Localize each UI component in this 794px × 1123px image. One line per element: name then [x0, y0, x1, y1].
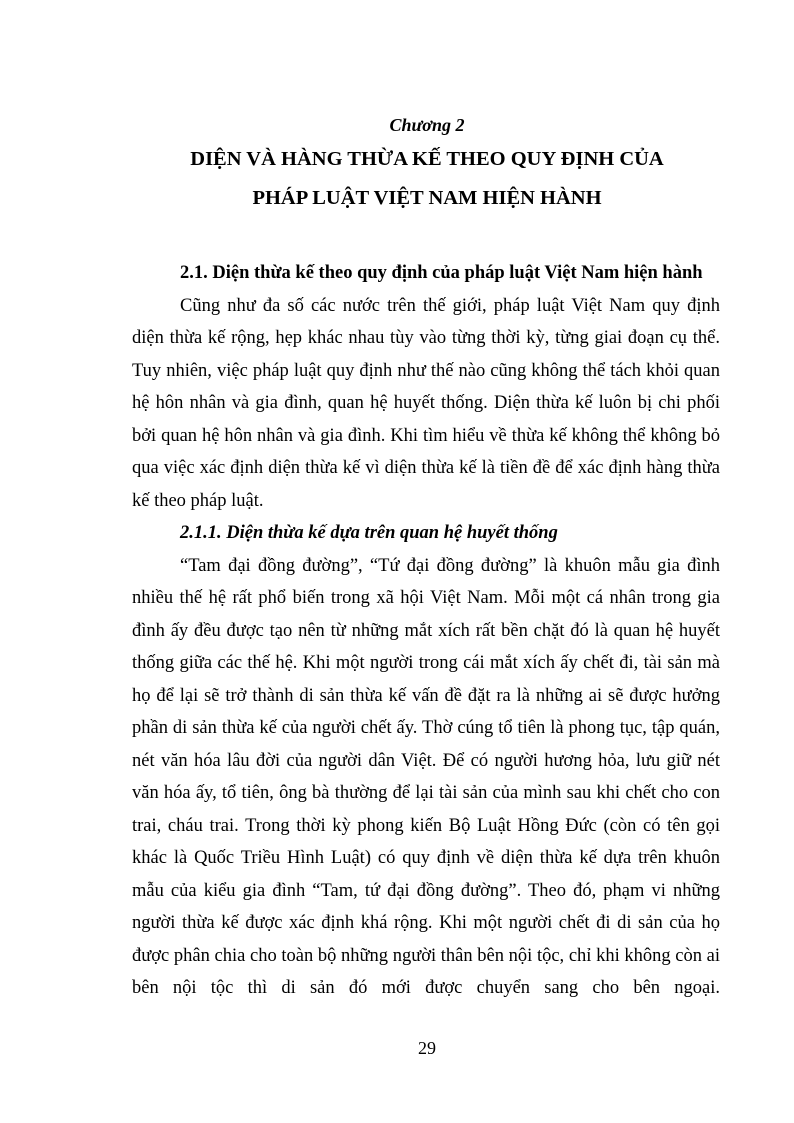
chapter-title-line-1: DIỆN VÀ HÀNG THỪA KẾ THEO QUY ĐỊNH CỦA — [190, 148, 664, 170]
section-heading-2-1: 2.1. Diện thừa kế theo quy định của pháp luật Việt Nam hiện hành — [180, 263, 703, 283]
section-2-1-1-paragraph: “Tam đại đồng đường”, “Tứ đại đồng đường” là khuôn mẫu gia đình nhiều thế hệ rất phổ biến trong xã hội Việt Nam. Mỗi một cá nhân trong gia đình ấy đều được tạo nên từ những mắt xích rất bền chặt đó là quan hệ huyết thống giữa các thế hệ. Khi một người trong cái mắt xích ấy chết đi, tài sản mà họ để lại sẽ trở thành di sản thừa kế vấn đề đặt ra là những ai sẽ được hưởng phần di sản thừa kế của người chết ấy. Thờ cúng tổ tiên là phong tục, tập quán, nét văn hóa lâu đời của người dân Việt. Để có người hương hỏa, lưu giữ nét văn hóa ấy, tổ tiên, ông bà thường để lại tài sản của mình sau khi chết cho con trai, cháu trai. Trong thời kỳ phong kiến Bộ Luật Hồng Đức (còn có tên gọi khác là Quốc Triều Hình Luật) có quy định về diện thừa kế dựa trên khuôn mẫu của kiểu gia đình “Tam, tứ đại đồng đường”. Theo đó, phạm vi những người thừa kế được xác định khá rộng. Khi một người chết đi di sản của họ được phân chia cho toàn bộ những người thân bên nội tộc, chỉ khi không còn ai bên nội tộc thì di sản đó mới được chuyển sang cho bên ngoại. — [132, 555, 720, 998]
section-2-1-paragraph: Cũng như đa số các nước trên thế giới, pháp luật Việt Nam quy định diện thừa kế rộng, hẹp khác nhau tùy vào từng thời kỳ, từng giai đoạn cụ thể. Tuy nhiên, việc pháp luật quy định như thế nào cũng không thể tách khỏi quan hệ hôn nhân và gia đình, quan hệ huyết thống. Diện thừa kế luôn bị chi phối bởi quan hệ hôn nhân và gia đình. Khi tìm hiểu về thừa kế không thể không bỏ qua việc xác định diện thừa kế vì diện thừa kế là tiền đề để xác định hàng thừa kế theo pháp luật. — [132, 295, 720, 511]
chapter-label: Chương 2 — [389, 115, 465, 135]
page-number: 29 — [418, 1038, 436, 1058]
chapter-title-line-2: PHÁP LUẬT VIỆT NAM HIỆN HÀNH — [252, 187, 602, 209]
section-heading-2-1-1: 2.1.1. Diện thừa kế dựa trên quan hệ huyết thống — [180, 523, 558, 543]
body-content — [132, 257, 720, 1005]
